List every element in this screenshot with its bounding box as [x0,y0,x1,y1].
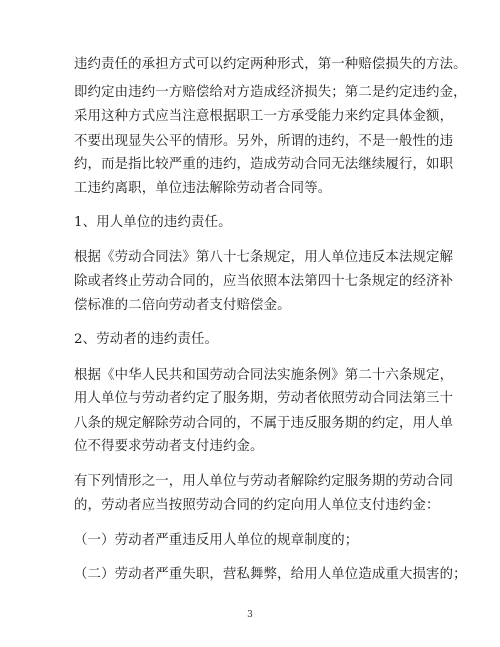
list-item: （一）劳动者严重违反用人单位的规章制度的； [74,533,359,548]
paragraph-line: 除或者终止劳动合同的，应当依照本法第四十七条规定的经济补 [74,274,454,289]
list-item: （二）劳动者严重失职，营私舞弊，给用人单位造成重大损害的； [74,567,467,582]
page-number: 3 [247,610,253,620]
paragraph-line: 根据《劳动合同法》第八十七条规定，用人单位违反本法规定解 [74,250,454,265]
paragraph-line: 违约责任的承担方式可以约定两种形式，第一种赔偿损失的方法。 [74,57,467,72]
paragraph-line: 即约定由违约一方赔偿给对方造成经济损失；第二是约定违约金， [74,85,467,100]
paragraph-line: 根据《中华人民共和国劳动合同法实施条例》第二十六条规定， [74,368,454,383]
paragraph-line: 位不得要求劳动者支付违约金。 [74,439,264,454]
paragraph-line: 用人单位与劳动者约定了服务期，劳动者依照劳动合同法第三十 [74,391,454,406]
section-heading: 1、用人单位的违约责任。 [74,215,232,230]
paragraph-line: 约，而是指比较严重的违约，造成劳动合同无法继续履行，如职 [74,157,454,172]
paragraph-line: 工违约离职，单位违法解除劳动者合同等。 [74,181,332,196]
paragraph-line: 八条的规定解除劳动合同的，不属于违反服务期的约定，用人单 [74,416,454,431]
paragraph-line: 有下列情形之一，用人单位与劳动者解除约定服务期的劳动合同 [74,474,454,489]
section-heading: 2、劳动者的违约责任。 [74,332,219,347]
paragraph-line: 不要出现显失公平的情形。另外，所谓的违约，不是一般性的违 [74,134,454,149]
paragraph-line: 的，劳动者应当按照劳动合同的约定向用人单位支付违约金： [74,498,440,513]
paragraph-line: 采用这种方式应当注意根据职工一方承受能力来约定具体金额， [74,109,454,124]
paragraph-line: 偿标准的二倍向劳动者支付赔偿金。 [74,298,291,313]
